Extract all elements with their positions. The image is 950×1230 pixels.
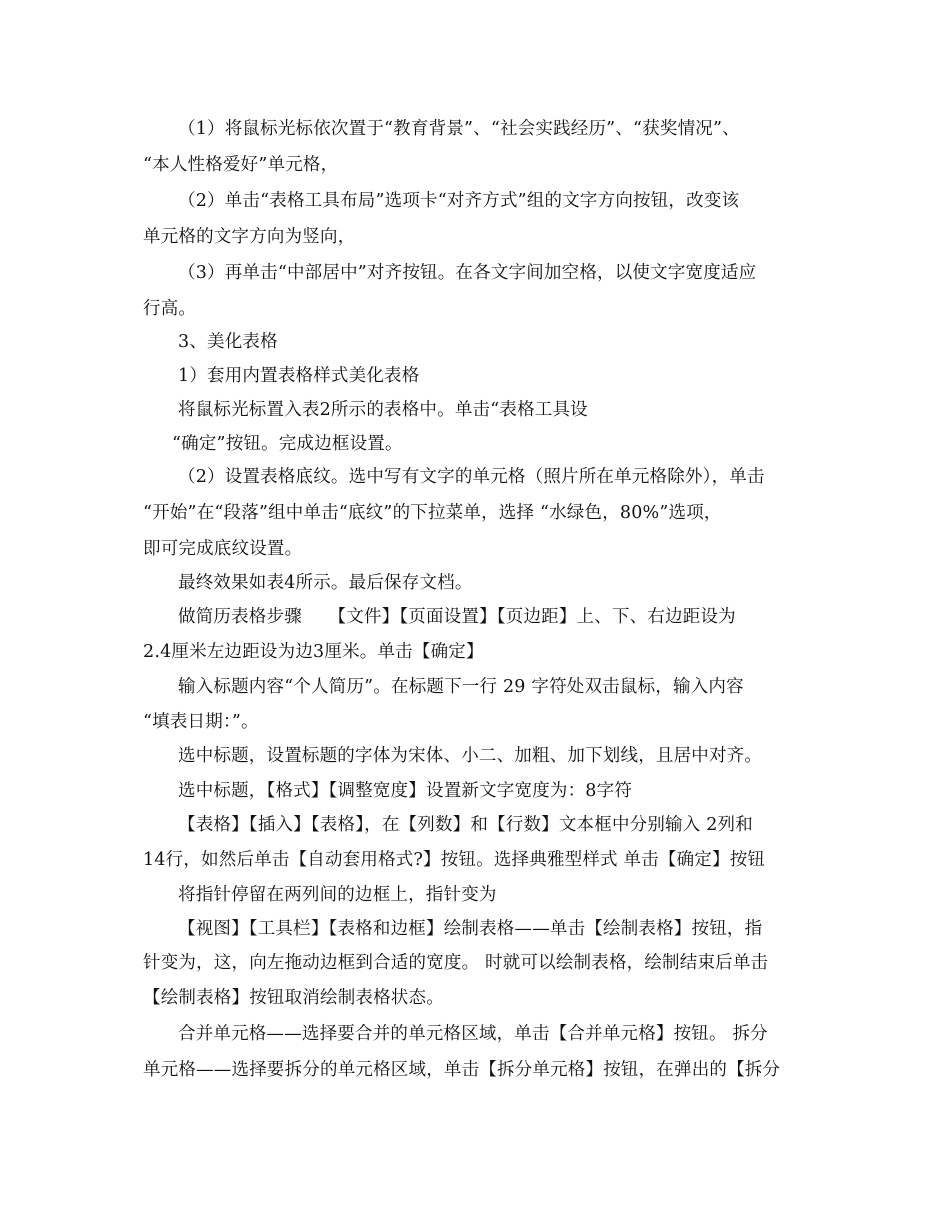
text-line: （2）设置表格底纹。选中写有文字的单元格（照片所在单元格除外），单击 [178, 467, 765, 487]
text-line: “开始”在“段落”组中单击“底纹”的下拉菜单，选择 “水绿色，80%”选项， [143, 503, 722, 523]
text-line: 单元格的文字方向为竖向， [143, 227, 356, 247]
text-line: “填表日期：”。 [143, 712, 259, 732]
text-line: 2.4厘米左边距设为边3厘米。单击【确定】 [143, 642, 484, 662]
text-line: 【视图】【工具栏】【表格和边框】绘制表格——单击【绘制表格】按钮，指 [178, 919, 763, 939]
text-line: 选中标题，设置标题的字体为宋体、小二、加粗、加下划线，且居中对齐。 [178, 746, 763, 766]
text-line: 合并单元格——选择要合并的单元格区域，单击【合并单元格】按钮。 拆分 [178, 1024, 768, 1044]
text-line: 3、美化表格 [178, 332, 278, 352]
text-line: 输入标题内容“个人简历”。在标题下一行 29 字符处双击鼠标，输入内容 [178, 677, 744, 697]
text-line: 【表格】【插入】【表格】，在【列数】和【行数】文本框中分别输入 2列和 [178, 815, 753, 835]
text-line: 即可完成底纹设置。 [143, 539, 303, 559]
text-line: “本人性格爱好”单元格， [143, 155, 339, 175]
text-line: 单元格——选择要拆分的单元格区域，单击【拆分单元格】按钮，在弹出的【拆分 [143, 1060, 781, 1080]
text-line: 1）套用内置表格样式美化表格 [178, 366, 420, 386]
text-line: 14行，如然后单击【自动套用格式?】按钮。选择典雅型样式 单击【确定】按钮 [143, 850, 766, 870]
text-line: 针变为，这，向左拖动边框到合适的宽度。 时就可以绘制表格，绘制结束后单击 [143, 953, 769, 973]
text-line: 选中标题，【格式】【调整宽度】设置新文字宽度为：8字符 [178, 781, 633, 801]
text-line: （3）再单击“中部居中”对齐按钮。在各文字间加空格，以使文字宽度适应 [178, 263, 757, 283]
text-line: 做简历表格步骤 【文件】【页面设置】【页边距】上、下、右边距设为 [178, 607, 736, 627]
text-line: 【绘制表格】按钮取消绘制表格状态。 [143, 988, 444, 1008]
text-line: 将指针停留在两列间的边框上，指针变为 [178, 885, 497, 905]
text-line: （1）将鼠标光标依次置于“教育背景”、“社会实践经历”、“获奖情况”、 [178, 119, 740, 139]
text-line: “确定”按钮。完成边框设置。 [172, 434, 403, 454]
text-line: 最终效果如表4所示。最后保存文档。 [178, 573, 473, 593]
text-line: （2）单击“表格工具布局”选项卡“对齐方式”组的文字方向按钮，改变该 [178, 191, 740, 211]
text-line: 将鼠标光标置入表2所示的表格中。单击“表格工具设 [178, 400, 588, 420]
text-line: 行高。 [143, 299, 197, 319]
